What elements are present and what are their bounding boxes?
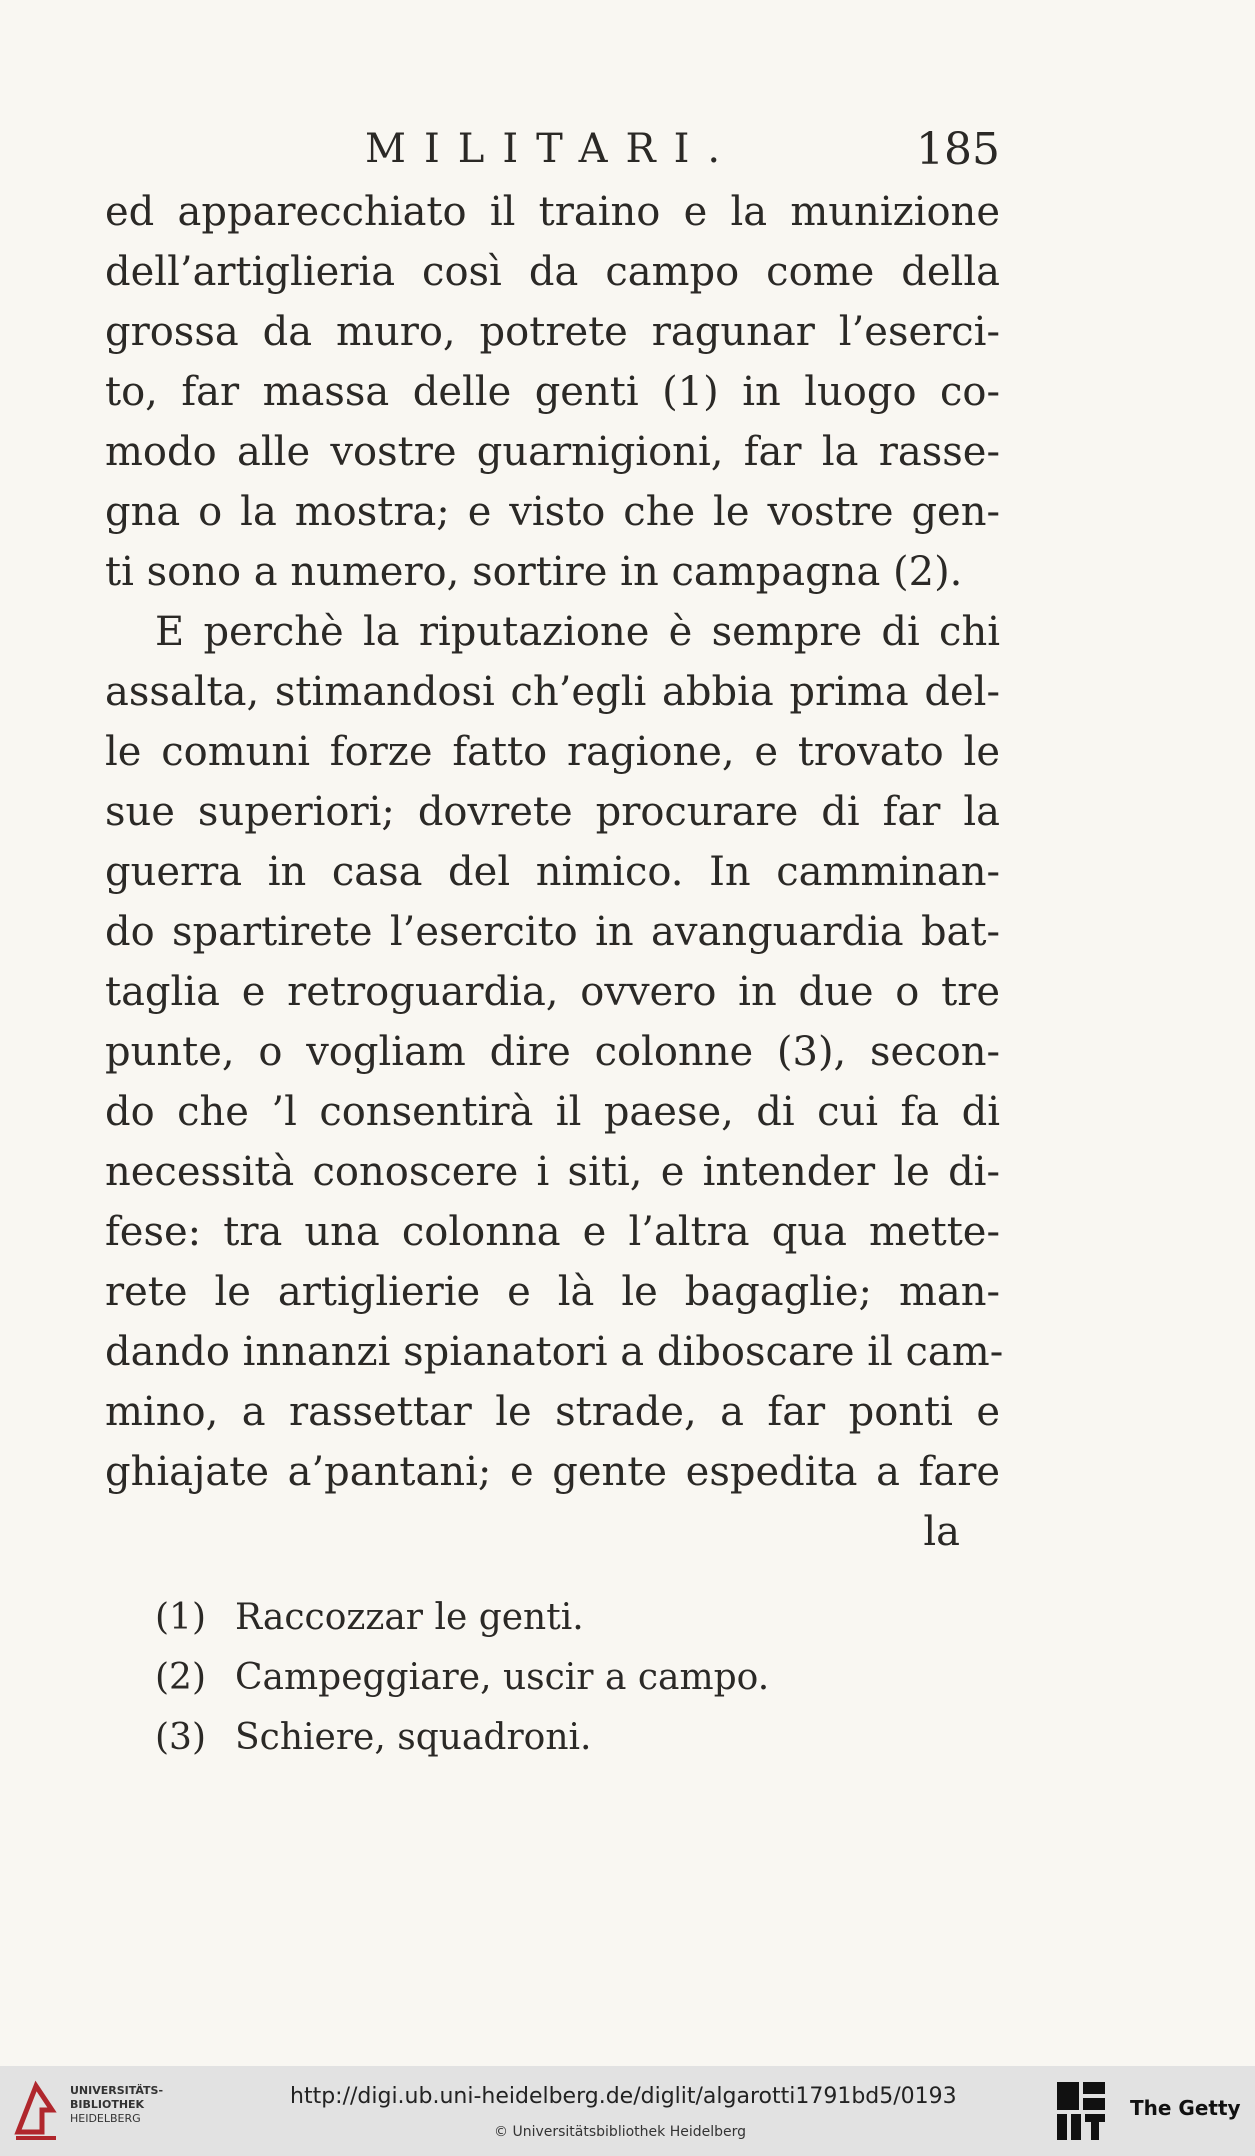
text-line: rete le artiglierie e là le bagaglie; man- — [105, 1269, 1000, 1315]
partner-name: The Getty — [1130, 2096, 1241, 2120]
text-line: guerra in casa del nimico. In camminan- — [105, 849, 1000, 895]
text-line: ed apparecchiato il traino e la munizione — [105, 189, 1000, 235]
page-number: 185 — [916, 124, 1000, 175]
text-line: grossa da muro, potrete ragunar l’eserci- — [105, 309, 1000, 355]
footnote — [155, 1708, 855, 1768]
footnote — [155, 1648, 855, 1708]
institution-name: UNIVERSITÄTS- BIBLIOTHEK HEIDELBERG — [70, 2084, 164, 2125]
footnote — [155, 1588, 855, 1648]
text-line: mino, a rassettar le strade, a far ponti e — [105, 1389, 1000, 1435]
text-line: necessità conoscere i siti, e intender le di- — [105, 1149, 1000, 1195]
text-line: to, far massa delle genti (1) in luogo co- — [105, 369, 1000, 415]
text-line: taglia e retroguardia, ovvero in due o tre — [105, 969, 1000, 1015]
footnotes — [155, 1588, 855, 1768]
body-text — [105, 182, 1004, 1562]
page-header — [105, 126, 1000, 186]
text-line: le comuni forze fatto ragione, e trovato le — [105, 729, 1000, 775]
text-line: modo alle vostre guarnigioni, far la rasse- — [105, 429, 1000, 475]
text-line: dell’artiglieria così da campo come della — [105, 249, 1000, 295]
text-line: fese: tra una colonna e l’altra qua mette- — [105, 1209, 1000, 1255]
text-line: do spartirete l’esercito in avanguardia bat- — [105, 909, 1000, 955]
text-line: E perchè la riputazione è sempre di chi — [155, 609, 1000, 655]
copyright-notice: © Universitätsbibliothek Heidelberg — [494, 2124, 747, 2140]
footnote-text: Schiere, squadroni. — [235, 1717, 592, 1758]
university-logo-icon[interactable] — [12, 2080, 60, 2142]
text-line: sue superiori; dovrete procurare di far la — [105, 789, 1000, 835]
text-line: dando innanzi spianatori a diboscare il cam- — [105, 1329, 1004, 1375]
footnote-text: Campeggiare, uscir a campo. — [235, 1657, 770, 1698]
text-line: assalta, stimandosi ch’egli abbia prima del- — [105, 669, 1000, 715]
text-line: gna o la mostra; e visto che le vostre gen- — [105, 489, 1000, 535]
footnote-text: Raccozzar le genti. — [235, 1597, 584, 1638]
viewer-footer — [0, 2066, 1255, 2156]
footnote-marker: (1) — [155, 1597, 206, 1638]
footnote-marker: (3) — [155, 1717, 206, 1758]
footnote-marker: (2) — [155, 1657, 206, 1698]
text-line: punte, o vogliam dire colonne (3), secon- — [105, 1029, 1000, 1075]
catchword: la — [923, 1509, 960, 1555]
text-line: do che ’l consentirà il paese, di cui fa di — [105, 1089, 1000, 1135]
getty-logo-icon[interactable] — [1055, 2080, 1107, 2142]
running-title: MILITARI. — [365, 126, 739, 172]
text-line: ti sono a numero, sortire in campagna (2). — [105, 549, 963, 595]
text-line: ghiajate a’pantani; e gente espedita a fare — [105, 1449, 1000, 1495]
permalink-url[interactable]: http://digi.ub.uni-heidelberg.de/diglit/algarotti1791bd5/0193 — [290, 2084, 957, 2109]
